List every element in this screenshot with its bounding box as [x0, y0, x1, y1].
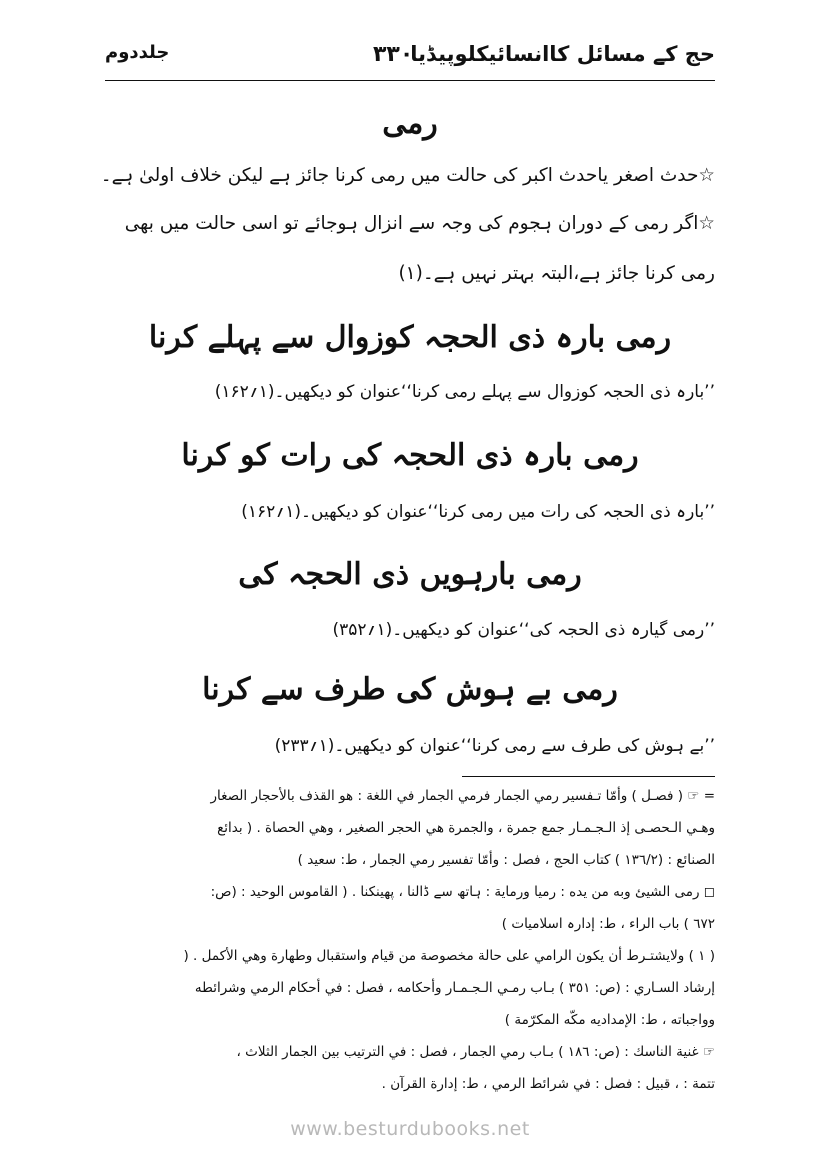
entry-reference-1: ’’بارہ ذی الحجہ کوزوال سے پہلے رمی کرنا‘‘عنوان کو دیکھیں۔(۱؍۱۶۲) — [214, 382, 715, 402]
footnote-line: إرشاد السـاري : (ص: ٣٥١ ) بـاب رمـي الـجـمـار وأحكامه ، فصل : في أحكام الرمي وشرائطه — [194, 980, 715, 996]
body-paragraph-2-line-2: رمی کرنا جائز ہے،البتہ بہتر نہیں ہے۔(۱) — [398, 263, 715, 284]
footnote-line: الصنائع : (١٣٦/٢ ) كتاب الحج ، فصل : وأمّا تفسير رمي الجمار ، ط: سعيد ) — [297, 852, 715, 868]
volume-label: جلددوم — [105, 42, 170, 63]
footnote-line: ☞ غنية الناسك : (ص: ١٨٦ ) بـاب رمي الجمار ، فصل : في الترتيب بين الجمار الثلاث ، — [236, 1044, 715, 1060]
entry-reference-2: ’’بارہ ذی الحجہ کی رات میں رمی کرنا‘‘عنوان کو دیکھیں۔(۱؍۱۶۲) — [241, 502, 715, 522]
entry-heading-3: رمی بارہویں ذی الحجہ کی — [238, 557, 582, 592]
footnote-line: وواجباته ، ط: الإمداديه مكّه المكرّمة ) — [504, 1012, 715, 1028]
header-divider — [105, 80, 715, 81]
entry-heading-1: رمی بارہ ذی الحجہ کوزوال سے پہلے کرنا — [148, 320, 672, 355]
entry-reference-4: ’’بے ہوش کی طرف سے رمی کرنا‘‘عنوان کو دیکھیں۔(۱؍۲۳۳) — [274, 736, 715, 756]
entry-heading-2: رمی بارہ ذی الحجہ کی رات کو کرنا — [181, 438, 639, 473]
footnote-line: ٦٧٢ ) باب الراء ، ط: إدارہ اسلاميات ) — [501, 916, 715, 932]
footnote-line: تتمة : ، قبيل : فصل : في شرائط الرمي ، ط: إدارة القرآن . — [381, 1076, 715, 1092]
footnote-line: وهـي الـحصـى إذ الـجـمـار جمع جمرة ، والجمرة هي الحجر الصغير ، وهي الحصاة . ( بدائع — [217, 820, 715, 836]
footnote-divider — [462, 776, 715, 777]
footnote-line: = ☞ ( فصـل ) وأمّا تـفسير رمي الجمار فرمي الجمار في اللغة : هو القذف بالأحجار الصغار — [210, 788, 715, 804]
running-header — [105, 38, 715, 78]
book-title: حج کے مسائل کاانسائیکلوپیڈیا — [410, 42, 715, 66]
page-number: ۳۳۰ — [373, 42, 414, 67]
entry-heading-4: رمی بے ہوش کی طرف سے کرنا — [202, 672, 618, 707]
entry-reference-3: ’’رمی گیارہ ذی الحجہ کی‘‘عنوان کو دیکھیں۔(۱؍۳۵۲) — [332, 620, 715, 640]
body-paragraph-1: ☆حدث اصغر یاحدث اکبر کی حالت میں رمی کرنا جائز ہے لیکن خلاف اولیٰ ہے۔ — [100, 165, 715, 186]
body-paragraph-2-line-1: ☆اگر رمی کے دوران ہجوم کی وجہ سے انزال ہوجائے تو اسی حالت میں بھی — [124, 213, 715, 234]
footnote-line: ( ١ ) ولايشتـرط أن يكون الرامي على حالة مخصوصة من قيام واستقبال وطهارة وهي الأكمل . ( — [183, 948, 715, 964]
section-title: رمی — [382, 106, 438, 141]
watermark-url: www.besturdubooks.net — [290, 1118, 530, 1140]
footnote-line: ◻ رمی الشيئ وبه من يده : رميا ورماية : ہاتھ سے ڈالنا ، پھینکنا . ( القاموس الوحيد : (ص: — [210, 884, 715, 900]
